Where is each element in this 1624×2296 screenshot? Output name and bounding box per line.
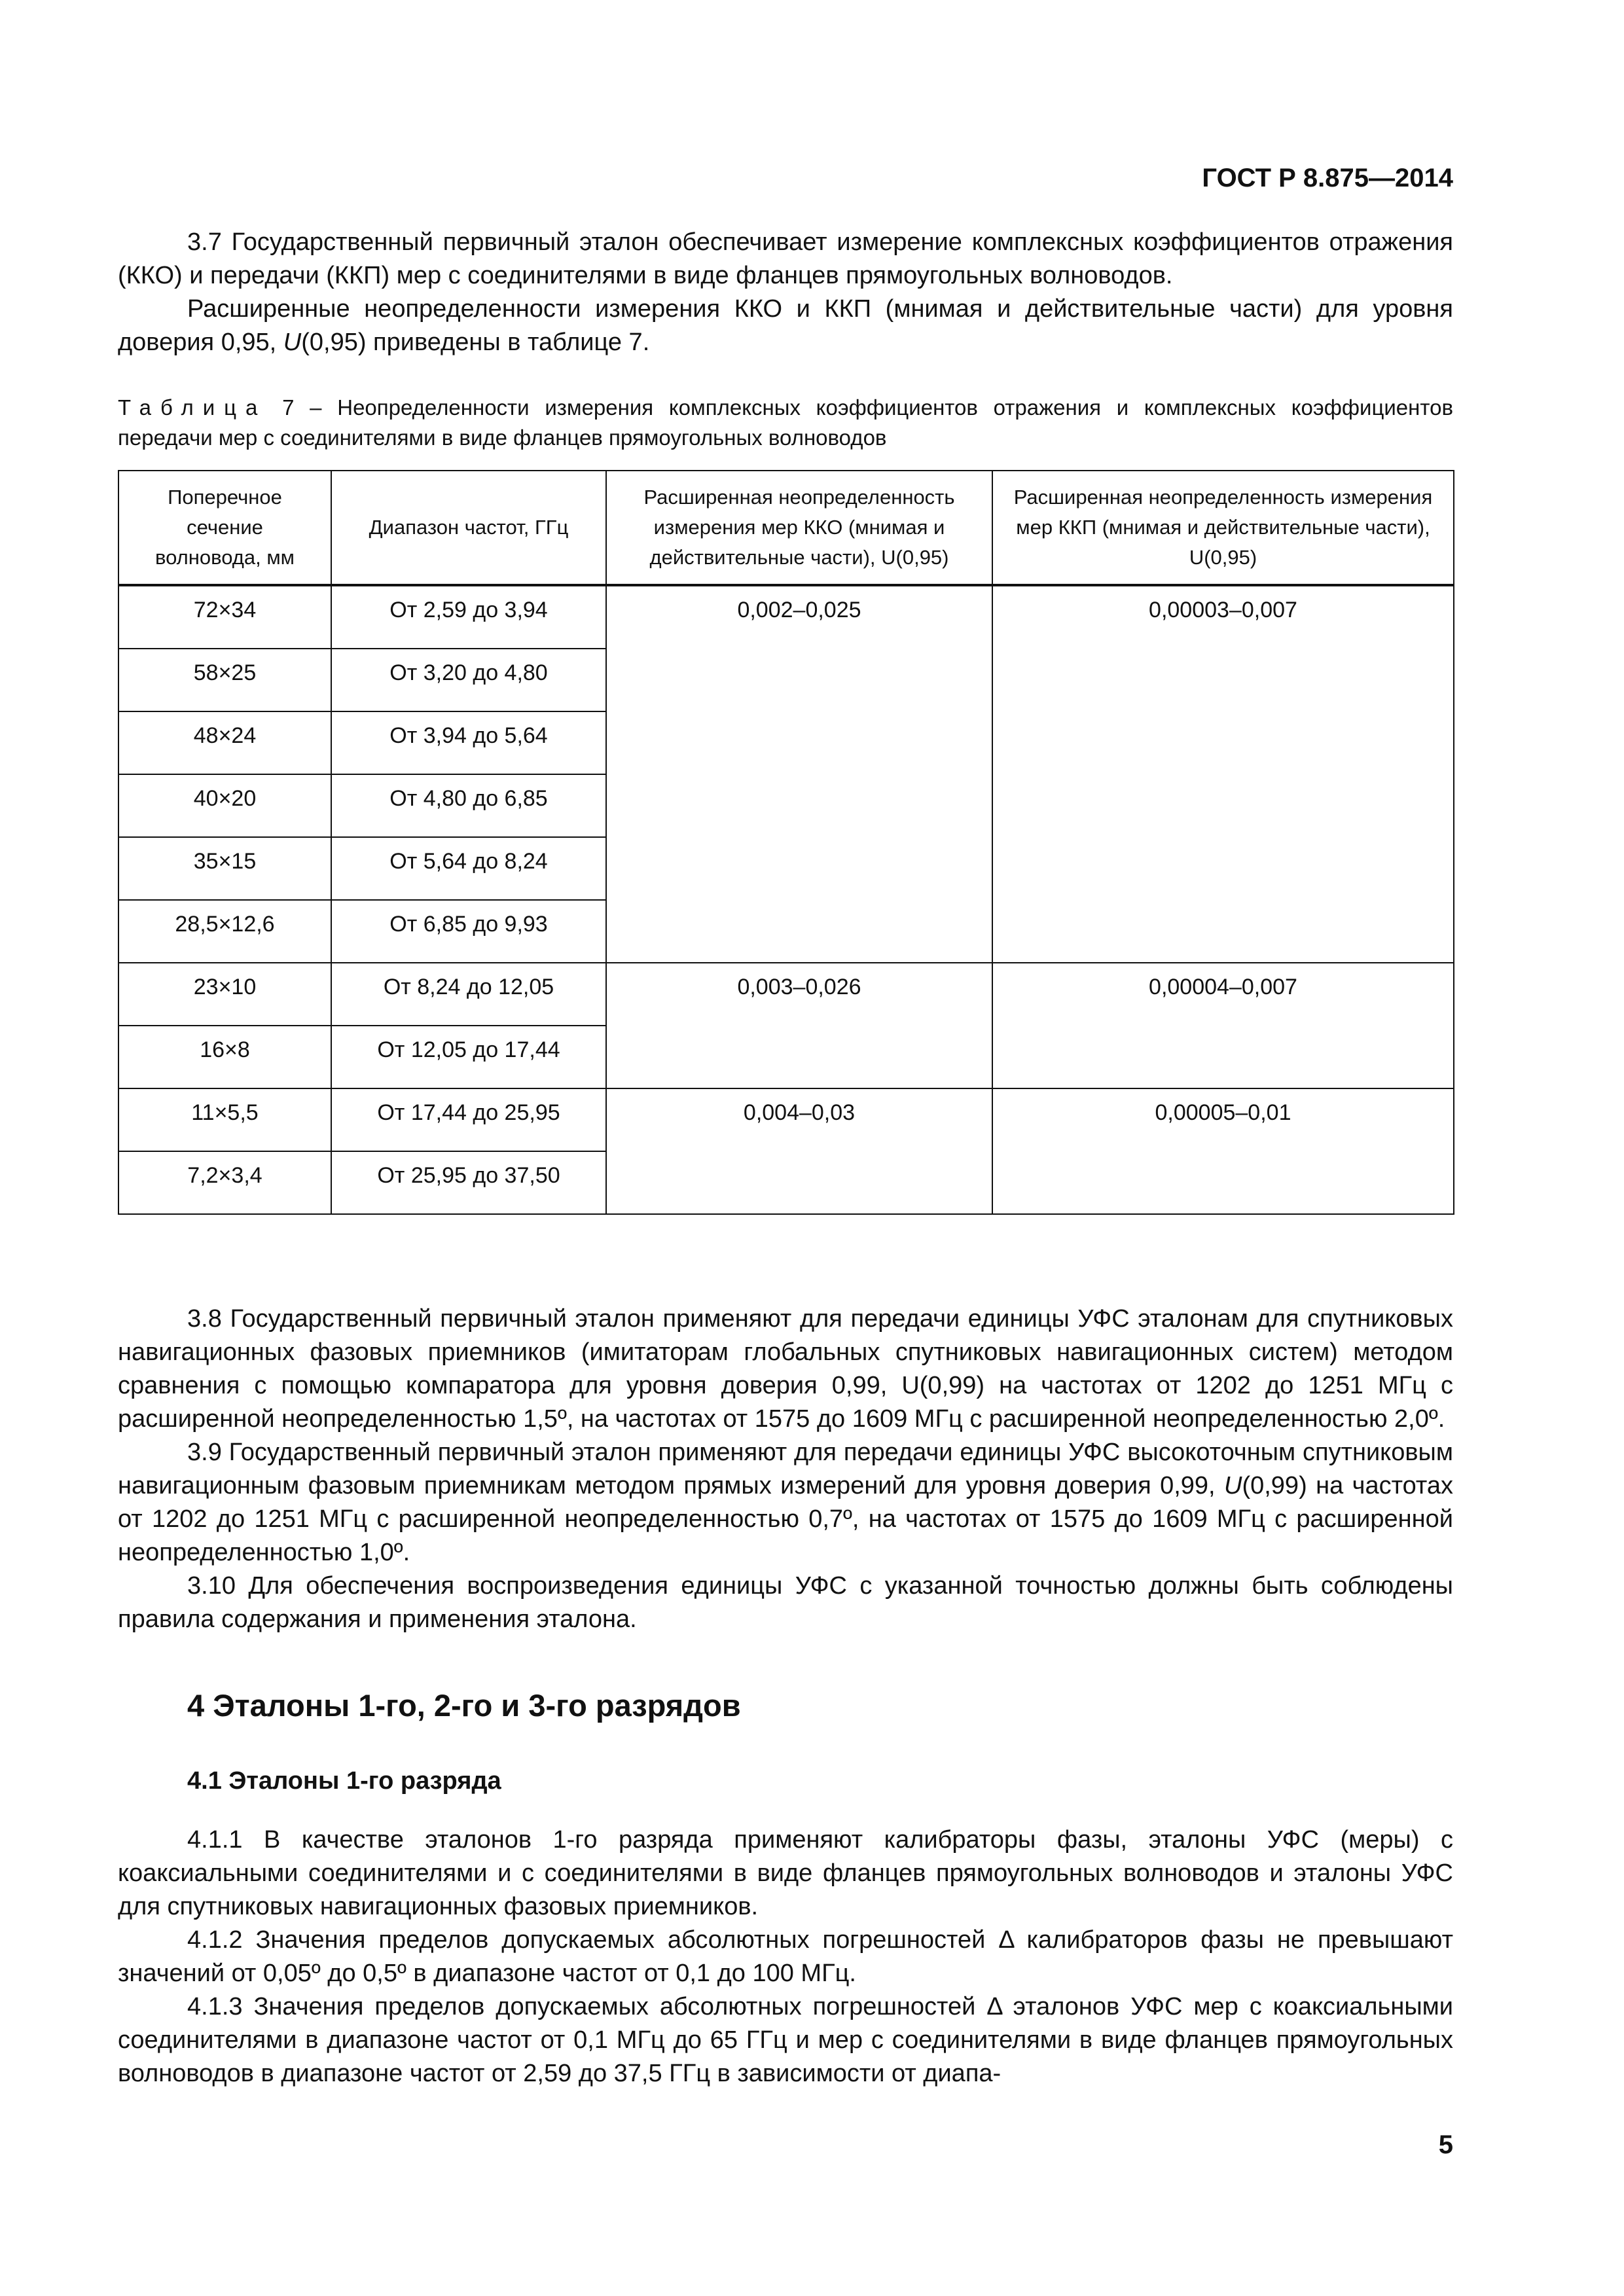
cell-cross-section: 23×10 <box>118 963 331 1026</box>
body-section-4 <box>118 1823 1453 2090</box>
table-caption <box>118 393 1453 453</box>
table-caption-text: 7 – Неопределенности измерения комплексных коэффициентов отражения и комплексных коэффициентов передачи мер с соединителями в виде фланцев прямоугольных волноводов <box>118 395 1453 450</box>
document-id-header: ГОСТ Р 8.875—2014 <box>1202 164 1453 192</box>
cell-frequency-range: От 3,20 до 4,80 <box>331 649 606 711</box>
paragraph-3-9: 3.9 Государственный первичный эталон применяют для передачи единицы УФС высокоточным спутниковым навигационным фазовым приемникам методом прямых измерений для уровня доверия 0,99, U(0,99) на частотах от 1202 до 1251 МГц с расширенной неопределенностью 0,7º, на частотах от 1575 до 1609 МГц с расширенной неопределенностью 1,0º. <box>118 1439 1453 1566</box>
paragraph-3-7: 3.7 Государственный первичный эталон обеспечивает измерение комплексных коэффициентов отражения (ККО) и передачи (ККП) мер с соединителями в виде фланцев прямоугольных волноводов. <box>118 228 1453 289</box>
table-row <box>118 585 1454 649</box>
header-frequency-range: Диапазон частот, ГГц <box>331 471 606 585</box>
cell-kkp-value: 0,00003–0,007 <box>992 585 1454 963</box>
cell-cross-section: 48×24 <box>118 711 331 774</box>
table-header-row <box>118 471 1454 585</box>
cell-frequency-range: От 8,24 до 12,05 <box>331 963 606 1026</box>
cell-frequency-range: От 2,59 до 3,94 <box>331 585 606 649</box>
cell-frequency-range: От 3,94 до 5,64 <box>331 711 606 774</box>
paragraph-4-1-2: 4.1.2 Значения пределов допускаемых абсолютных погрешностей Δ калибраторов фазы не превышают значений от 0,05º до 0,5º в диапазоне частот от 0,1 до 100 МГц. <box>118 1926 1453 1987</box>
cell-kko-value: 0,003–0,026 <box>606 963 992 1088</box>
subsection-4-1-heading: 4.1 Эталоны 1-го разряда <box>187 1767 501 1795</box>
cell-cross-section: 72×34 <box>118 585 331 649</box>
cell-cross-section: 7,2×3,4 <box>118 1151 331 1214</box>
paragraph-3-10: 3.10 Для обеспечения воспроизведения единицы УФС с указанной точностью должны быть соблюдены правила содержания и применения эталона. <box>118 1572 1453 1633</box>
cell-frequency-range: От 4,80 до 6,85 <box>331 774 606 837</box>
cell-cross-section: 35×15 <box>118 837 331 900</box>
header-kko-uncertainty: Расширенная неопределенность измерения мер ККО (мнимая и действительные части), U(0,95) <box>606 471 992 585</box>
cell-kko-value: 0,002–0,025 <box>606 585 992 963</box>
cell-frequency-range: От 5,64 до 8,24 <box>331 837 606 900</box>
cell-kko-value: 0,004–0,03 <box>606 1088 992 1214</box>
cell-cross-section: 28,5×12,6 <box>118 900 331 963</box>
cell-cross-section: 58×25 <box>118 649 331 711</box>
body-section-3 <box>118 1302 1453 1636</box>
table-row <box>118 1088 1454 1151</box>
cell-frequency-range: От 6,85 до 9,93 <box>331 900 606 963</box>
table-row <box>118 963 1454 1026</box>
header-cross-section: Поперечное сечение волновода, мм <box>118 471 331 585</box>
cell-cross-section: 16×8 <box>118 1026 331 1088</box>
cell-frequency-range: От 25,95 до 37,50 <box>331 1151 606 1214</box>
cell-kkp-value: 0,00005–0,01 <box>992 1088 1454 1214</box>
cell-frequency-range: От 17,44 до 25,95 <box>331 1088 606 1151</box>
cell-cross-section: 40×20 <box>118 774 331 837</box>
paragraph-3-8: 3.8 Государственный первичный эталон применяют для передачи единицы УФС эталонам для спутниковых навигационных фазовых приемников (имитаторам глобальных спутниковых навигационных систем) методом сравнения с помощью компаратора для уровня доверия 0,99, U(0,99) на частотах от 1202 до 1251 МГц с расширенной неопределенностью 1,5º, на частотах от 1575 до 1609 МГц с расширенной неопределенностью 2,0º. <box>118 1305 1453 1433</box>
section-4-heading: 4 Эталоны 1-го, 2-го и 3-го разрядов <box>187 1688 741 1723</box>
paragraph-uncertainty-note: Расширенные неопределенности измерения ККО и ККП (мнимая и действительные части) для уровня доверия 0,95, U(0,95) приведены в таблице 7. <box>118 295 1453 356</box>
paragraph-4-1-1: 4.1.1 В качестве эталонов 1-го разряда применяют калибраторы фазы, эталоны УФС (меры) с коаксиальными соединителями и с соединителями в виде фланцев прямоугольных волноводов и эталоны УФС для спутниковых навигационных фазовых приемников. <box>118 1826 1453 1920</box>
document-page <box>118 0 1453 2296</box>
uncertainty-table <box>118 470 1454 1215</box>
intro-section <box>118 226 1453 359</box>
page-number: 5 <box>1438 2130 1453 2159</box>
paragraph-4-1-3: 4.1.3 Значения пределов допускаемых абсолютных погрешностей Δ эталонов УФС мер с коаксиальными соединителями в диапазоне частот от 0,1 МГц до 65 ГГц и мер с соединителями в виде фланцев прямоугольных волноводов в диапазоне частот от 2,59 до 37,5 ГГц в зависимости от диапа- <box>118 1993 1453 2087</box>
cell-cross-section: 11×5,5 <box>118 1088 331 1151</box>
cell-kkp-value: 0,00004–0,007 <box>992 963 1454 1088</box>
table-caption-label: Таблица <box>118 395 267 420</box>
cell-frequency-range: От 12,05 до 17,44 <box>331 1026 606 1088</box>
header-kkp-uncertainty: Расширенная неопределенность измерения мер ККП (мнимая и действительные части), U(0,95) <box>992 471 1454 585</box>
